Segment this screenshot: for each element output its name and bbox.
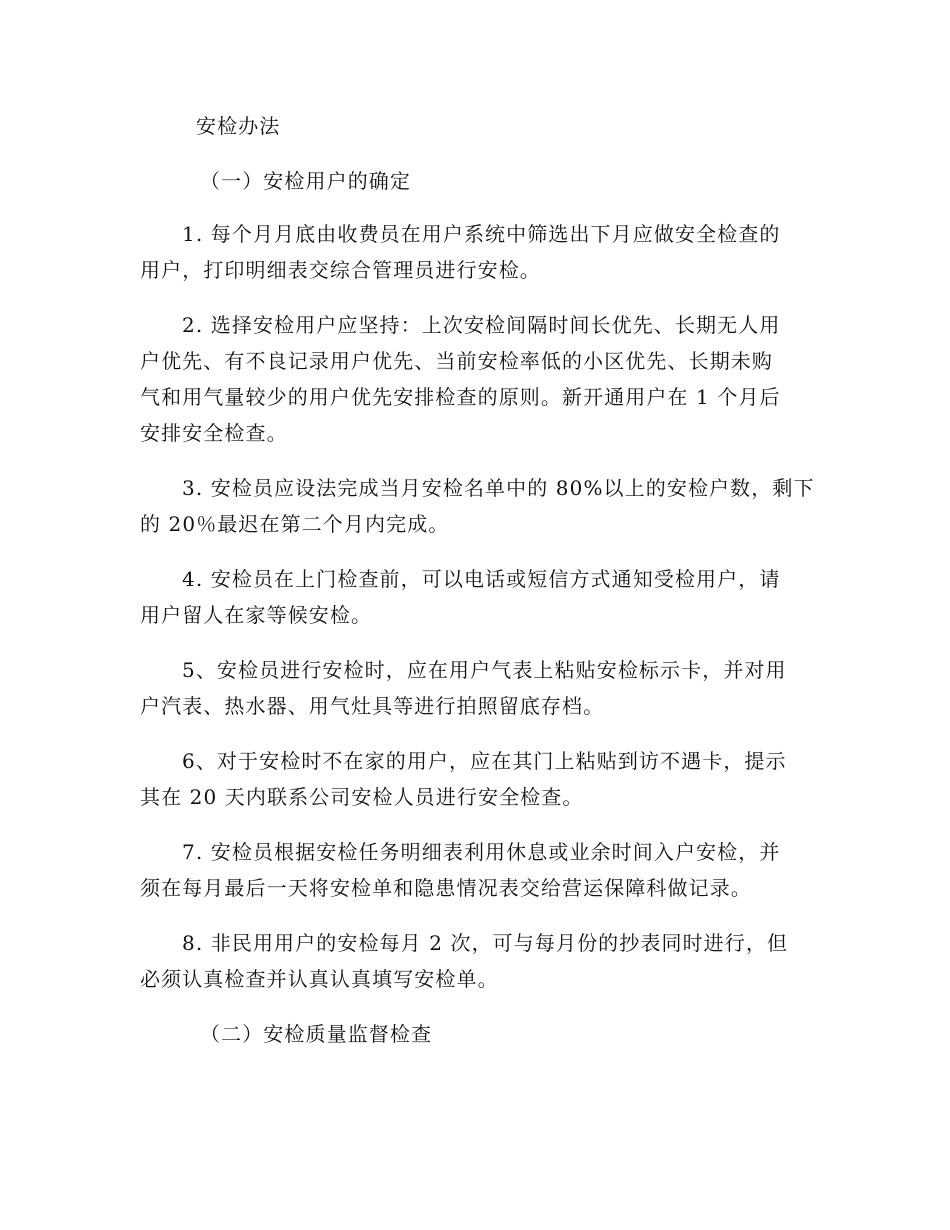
paragraph-item-6 [140, 743, 808, 815]
paragraph-item-5 [140, 652, 808, 724]
paragraph-line: 8. 非民用用户的安检每月 2 次，可与每月份的抄表同时进行，但 [182, 931, 789, 955]
paragraph-item-7 [140, 834, 808, 906]
section-heading-2: （二）安检质量监督检查 [200, 1022, 433, 1046]
paragraph-line: 户汽表、热水器、用气灶具等进行拍照留底存档。 [140, 694, 605, 718]
paragraph-line: 5、安检员进行安检时，应在用户气表上粘贴安检标示卡，并对用 [182, 658, 787, 682]
paragraph-item-3 [140, 470, 815, 542]
document-body [140, 108, 815, 1069]
paragraph-item-1 [140, 216, 808, 288]
section-heading-1: （一）安检用户的确定 [200, 169, 411, 193]
paragraph-line: 用户，打印明细表交综合管理员进行安检。 [140, 258, 541, 282]
paragraph-line: 6、对于安检时不在家的用户，应在其门上粘贴到访不遇卡，提示 [182, 749, 787, 773]
document-title: 安检办法 [196, 114, 281, 138]
paragraph-item-4 [140, 561, 808, 633]
paragraph-line: 3. 安检员应设法完成当月安检名单中的 80%以上的安检户数，剩下 [182, 476, 815, 500]
paragraph-line: 2. 选择安检用户应坚持：上次安检间隔时间长优先、长期无人用 [182, 313, 781, 337]
paragraph-line: 必须认真检查并认真认真填写安检单。 [140, 967, 499, 991]
paragraph-item-8 [140, 925, 808, 997]
paragraph-line: 的 20％最迟在第二个月内完成。 [140, 512, 450, 536]
paragraph-line: 安排安全检查。 [140, 421, 288, 445]
paragraph-line: 用户留人在家等候安检。 [140, 603, 373, 627]
paragraph-line: 其在 20 天内联系公司安检人员进行安全检查。 [140, 785, 584, 809]
paragraph-line: 须在每月最后一天将安检单和隐患情况表交给营运保障科做记录。 [140, 876, 752, 900]
paragraph-line: 户优先、有不良记录用户优先、当前安检率低的小区优先、长期未购 [140, 349, 773, 373]
paragraph-line: 气和用气量较少的用户优先安排检查的原则。新开通用户在 1 个月后 [140, 385, 781, 409]
paragraph-line: 4. 安检员在上门检查前，可以电话或短信方式通知受检用户，请 [182, 567, 781, 591]
paragraph-line: 7. 安检员根据安检任务明细表利用休息或业余时间入户安检，并 [182, 840, 781, 864]
paragraph-line: 1. 每个月月底由收费员在用户系统中筛选出下月应做安全检查的 [182, 222, 781, 246]
paragraph-item-2 [140, 307, 808, 451]
